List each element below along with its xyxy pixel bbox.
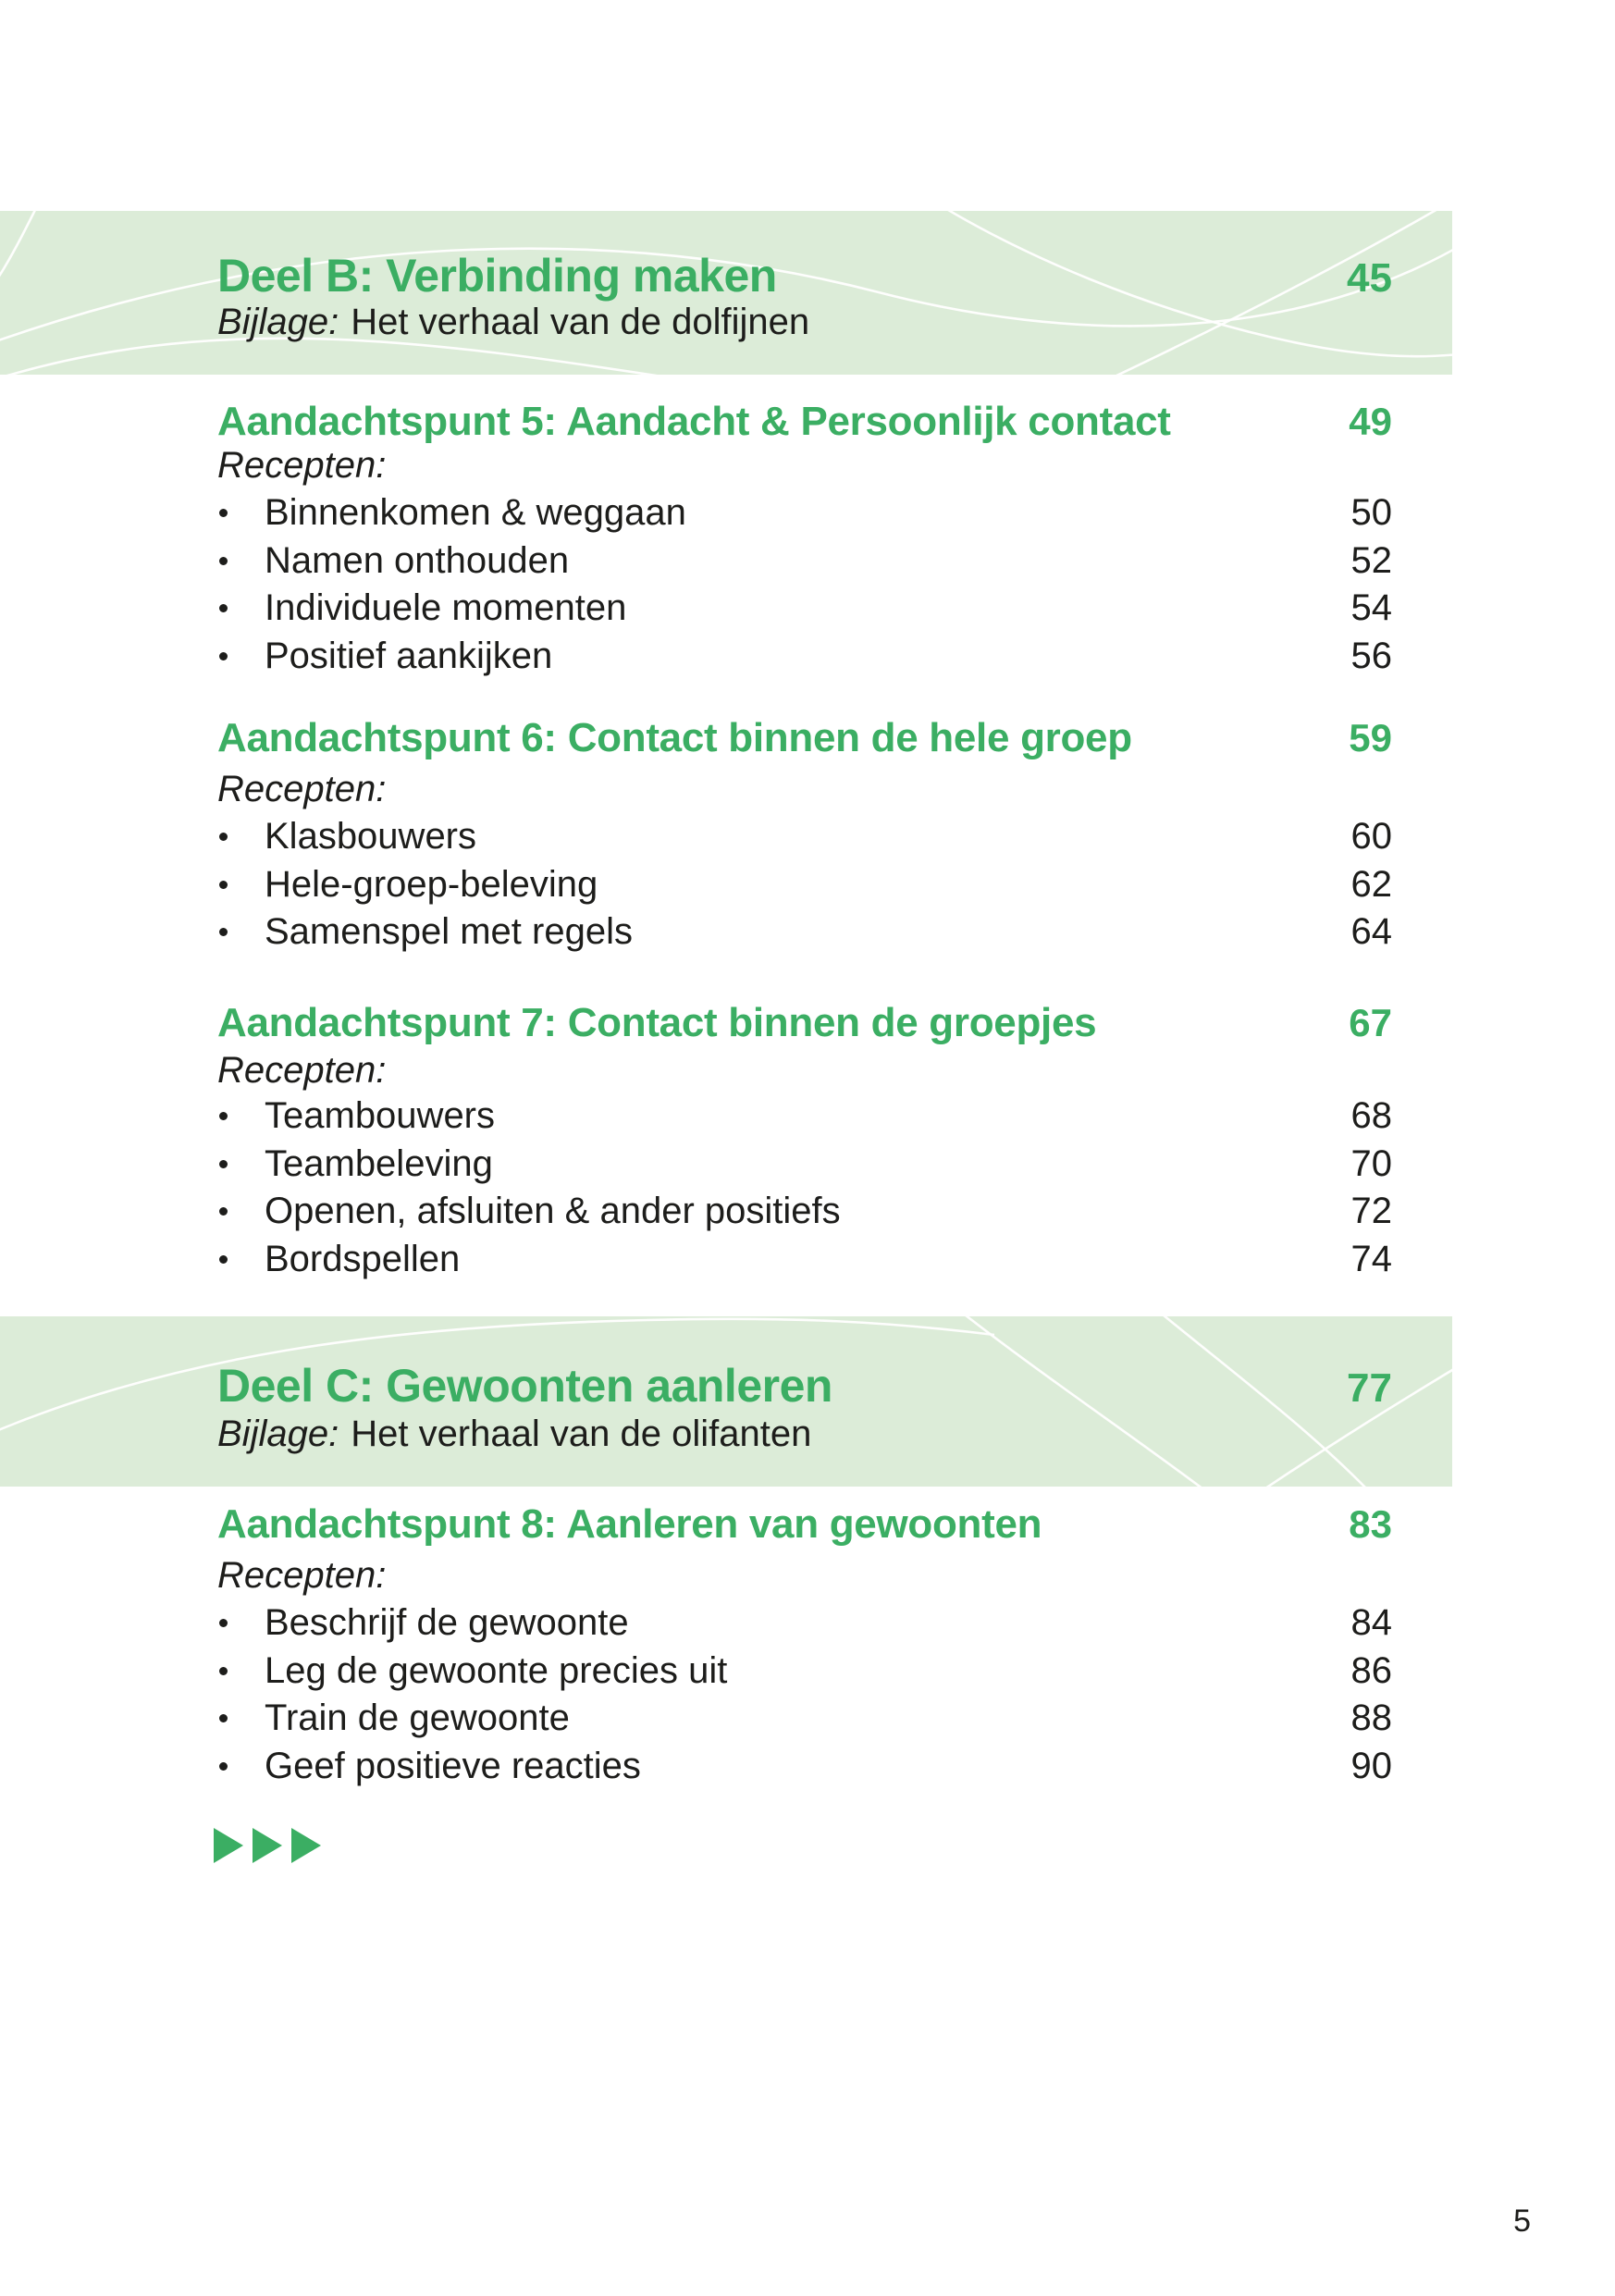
toc-item-label: Hele-groep-beleving [265, 863, 598, 905]
toc-item [217, 489, 1392, 537]
toc-item-label: Klasbouwers [265, 816, 477, 857]
list-label: Recepten: [217, 445, 387, 486]
part-title: Deel C: Gewoonten aanleren [217, 1360, 832, 1412]
section-heading-row [217, 1501, 1392, 1547]
part-title: Deel B: Verbinding maken [217, 250, 777, 302]
bullet-icon [219, 509, 228, 517]
toc-item-label: Positief aankijken [265, 635, 553, 676]
toc-item-page-number: 68 [1350, 1095, 1392, 1136]
part-page-number: 77 [1347, 1365, 1392, 1411]
toc-item-label: Openen, afsluiten & ander positiefs [265, 1191, 841, 1231]
bullet-icon [219, 1160, 228, 1168]
appendix-text: Het verhaal van de dolfijnen [351, 302, 810, 342]
toc-item [217, 1599, 1392, 1648]
part-title-row [217, 250, 1392, 302]
bullet-icon [219, 1255, 228, 1264]
bullet-icon [219, 928, 228, 936]
toc-item-label: Teambeleving [265, 1142, 493, 1184]
bullet-icon [219, 1619, 228, 1627]
appendix-label: Bijlage: [217, 1413, 339, 1454]
bullet-icon [219, 652, 228, 660]
toc-item [217, 1695, 1392, 1743]
toc-item-page-number: 64 [1350, 911, 1392, 952]
toc-item [217, 1743, 1392, 1791]
toc-item-page-number: 86 [1350, 1649, 1392, 1691]
bullet-icon [219, 1667, 228, 1675]
section-heading-row [217, 1000, 1392, 1045]
toc-item-page-number: 54 [1350, 587, 1392, 628]
section-heading-row [217, 401, 1392, 442]
list-label: Recepten: [217, 769, 387, 809]
toc-item [217, 1092, 1392, 1141]
toc-item-page-number: 84 [1350, 1602, 1392, 1643]
appendix-label: Bijlage: [217, 302, 339, 342]
toc-item-label: Namen onthouden [265, 539, 570, 581]
toc-item [217, 813, 1392, 861]
bullet-icon [219, 557, 228, 565]
section-title: Aandachtspunt 7: Contact binnen de groepjes [217, 1000, 1097, 1045]
toc-item [217, 861, 1392, 909]
toc-item-label: Teambouwers [265, 1095, 496, 1136]
section-page-number: 49 [1349, 400, 1392, 443]
forward-arrows-icon [214, 1828, 323, 1863]
toc-item [217, 1648, 1392, 1696]
bullet-icon [219, 1714, 228, 1722]
section-title: Aandachtspunt 8: Aanleren van gewoonten [217, 1501, 1042, 1547]
list-label: Recepten: [217, 1050, 387, 1091]
recipe-list [217, 1092, 1392, 1283]
toc-item-label: Individuele momenten [265, 587, 627, 628]
toc-item-page-number: 88 [1350, 1697, 1392, 1738]
bullet-icon [219, 604, 228, 612]
toc-item [217, 1141, 1392, 1189]
section-page-number: 83 [1349, 1502, 1392, 1546]
toc-item-label: Leg de gewoonte precies uit [265, 1649, 728, 1691]
part-b-banner [0, 211, 1452, 375]
toc-item-page-number: 74 [1350, 1238, 1392, 1279]
section-page-number: 59 [1349, 716, 1392, 759]
toc-item [217, 633, 1392, 681]
recipe-list [217, 489, 1392, 680]
bullet-icon [219, 1112, 228, 1120]
bullet-icon [219, 1762, 228, 1771]
toc-item-label: Binnenkomen & weggaan [265, 492, 686, 533]
toc-item-page-number: 52 [1350, 539, 1392, 581]
toc-item-label: Beschrijf de gewoonte [265, 1602, 629, 1643]
appendix-text: Het verhaal van de olifanten [351, 1413, 812, 1454]
toc-item-label: Samenspel met regels [265, 911, 633, 952]
section-page-number: 67 [1349, 1001, 1392, 1044]
toc-item-page-number: 62 [1350, 863, 1392, 905]
toc-item-page-number: 50 [1350, 492, 1392, 533]
toc-item-page-number: 72 [1350, 1191, 1392, 1231]
toc-item [217, 908, 1392, 957]
toc-item [217, 585, 1392, 633]
bullet-icon [219, 1207, 228, 1216]
recipe-list [217, 813, 1392, 957]
section-title: Aandachtspunt 5: Aandacht & Persoonlijk contact [217, 399, 1171, 444]
toc-item [217, 537, 1392, 586]
part-page-number: 45 [1347, 255, 1392, 301]
bullet-icon [219, 881, 228, 889]
list-label: Recepten: [217, 1555, 387, 1596]
toc-item-page-number: 70 [1350, 1142, 1392, 1184]
toc-item-page-number: 60 [1350, 816, 1392, 857]
part-c-banner [0, 1316, 1452, 1487]
toc-item-label: Geef positieve reacties [265, 1745, 641, 1786]
part-appendix [217, 1415, 811, 1452]
section-title: Aandachtspunt 6: Contact binnen de hele groep [217, 715, 1132, 760]
part-appendix [217, 303, 809, 340]
toc-item [217, 1236, 1392, 1284]
recipe-list [217, 1599, 1392, 1790]
bullet-icon [219, 833, 228, 841]
section-heading-row [217, 715, 1392, 760]
toc-item [217, 1188, 1392, 1236]
toc-item-label: Train de gewoonte [265, 1697, 570, 1738]
toc-item-page-number: 56 [1350, 635, 1392, 676]
toc-item-page-number: 90 [1350, 1745, 1392, 1786]
folio-page-number: 5 [1513, 2203, 1531, 2239]
part-title-row [217, 1360, 1392, 1412]
toc-item-label: Bordspellen [265, 1238, 461, 1279]
